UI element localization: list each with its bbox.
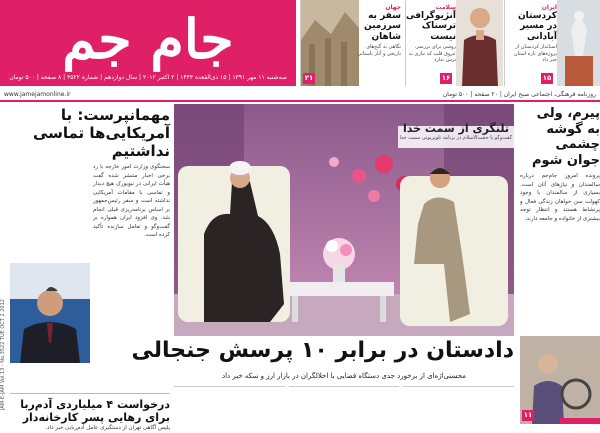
newspaper-logo[interactable]: جام جم [62,7,234,71]
teaser-title: کردستان در مسیر آبادانی [517,11,557,42]
left-second-headline[interactable]: درخواست ۴ میلیاردی آدم‌ربا برای رهایی پسر کارخانه‌دار [20,398,170,425]
right-headline[interactable]: پیرم، ولی به گوشه چشمی جوان شوم [531,106,600,168]
teaser-kicker: سلامت [435,4,456,11]
main-photo[interactable] [174,104,514,336]
statue-image [557,0,600,86]
left-headline[interactable]: مهمانپرست: با آمریکایی‌ها تماسی نداشتیم [32,106,170,160]
main-headline[interactable]: دادستان در برابر ۱۰ پرسش جنجالی [131,338,514,363]
page-number-badge: ۱۱ [523,411,533,419]
main-subheadline: محسنی‌اژه‌ای از برخورد جدی دستگاه قضایی با اخلالگران در بازار ارز و سکه خبر داد [222,372,466,380]
lower-columns [174,386,514,424]
right-article-body: پرونده امروز جام‌جم درباره سالمندان و نیازهای آنان است. بسیاری از سالمندان با وجود کهولت سن خواهان زندگی فعال و پرنشاط هستند و انتظار توجه بیشتری از خانواده و جامعه دارند. [520,173,600,222]
left-column [10,106,170,432]
left-second-body: پلیس آگاهی تهران از دستگیری عامل آدم‌ربایی خبر داد. [45,425,170,432]
teaser-title: آنژیوگرافی ترسناک نیست [405,11,456,42]
info-bar-text: روزنامه فرهنگی، اجتماعی صبح ایران | ۲۰ صفحه | ۵۰۰ تومان [442,91,596,98]
masthead-info: سه‌شنبه ۱۱ مهر ۱۳۹۱ | ۱۵ ذی‌القعده ۱۴۳۳ | ۲ اکتبر ۲۰۱۲ | سال دوازدهم | شماره ۳۵۲۲ | ۸ صفحه | ۵۰۰ تومان [9,74,287,81]
lower-col [403,386,514,424]
teaser-kicker: جهان [385,4,401,11]
teaser-health[interactable] [405,0,503,86]
teaser-travel[interactable] [300,0,404,86]
page-number-badge: ۱۶ [441,74,451,82]
teaser-title: سفر به سرزمین شاهان [364,11,401,42]
teaser-body: استاندار کردستان از پروژه‌های تازه استان خبر داد [513,44,557,64]
page-number-badge: ۲۱ [304,74,314,82]
man-portrait-image [456,0,503,86]
caption-title: تلنگری از سمت خدا [403,122,509,135]
spokesman-photo [10,263,90,363]
lower-col [289,386,400,424]
teaser-kicker: ایران [541,4,557,11]
lower-col [174,386,285,424]
teaser-body: روشی برای بررسی عروق قلب که نیازی به ترس ندارد [408,44,456,64]
teaser-body: نگاهی به گنج‌های تاریخی و آثار باستانی [357,44,401,57]
page-number-badge: ۱۵ [542,74,552,82]
info-bar [0,88,600,102]
website-link[interactable]: www.jamejamonline.ir [4,91,71,98]
caption-subtitle: گفت‌وگو با حجت‌الاسلام در برنامه تلویزیونی سمت خدا [400,135,512,141]
teaser-kurdistan[interactable] [504,0,600,86]
photo-caption [400,122,512,141]
side-issue-label: JAM-E-JAM Vol.13 - No.3522 TUE OCT 2 2012 [0,299,6,410]
left-article-body: سخنگوی وزارت امور خارجه با رد برخی اخبار منتشر شده گفت هیأت ایرانی در نیویورک هیچ دیدار و تماسی با مقامات آمریکایی نداشته است و سفر رئیس‌جمهور بر اساس برنامه‌ریزی قبلی انجام شد. وی افزود ایران همواره بر گفت‌وگو و تعامل سازنده تأکید کرده است. [93,164,170,239]
right-column [520,106,600,424]
